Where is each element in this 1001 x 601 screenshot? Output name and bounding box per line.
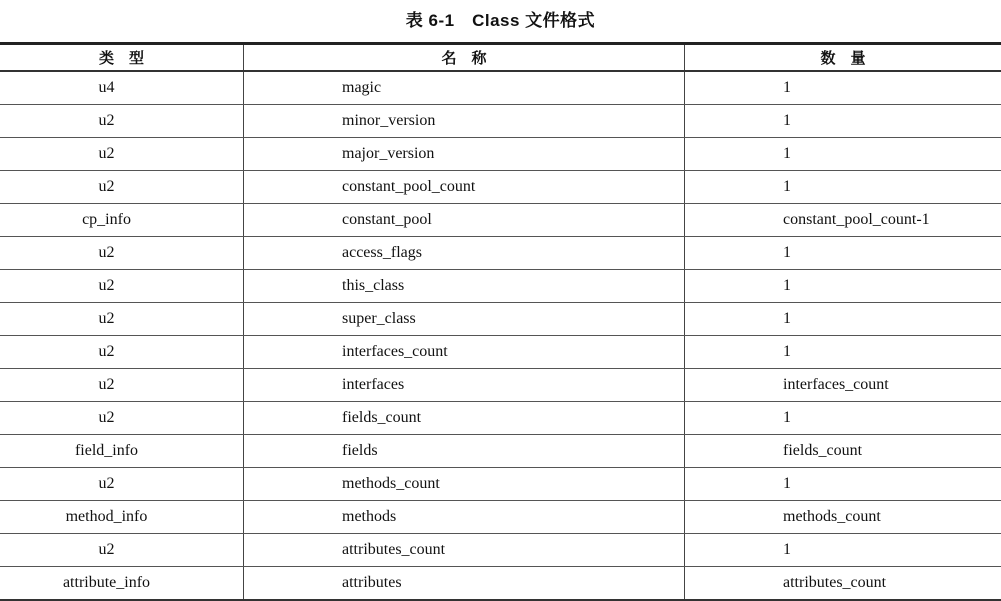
name-cell: methods_count	[244, 468, 685, 501]
name-cell: constant_pool_count	[244, 171, 685, 204]
table-row	[0, 105, 1001, 138]
name-cell: constant_pool	[244, 204, 685, 237]
name-cell: access_flags	[244, 237, 685, 270]
table-row	[0, 435, 1001, 468]
count-cell: 1	[685, 237, 1001, 270]
table-row	[0, 567, 1001, 601]
header-count: 数 量	[685, 44, 1001, 72]
count-cell: fields_count	[685, 435, 1001, 468]
type-cell: u2	[0, 270, 244, 303]
type-cell: u2	[0, 303, 244, 336]
name-cell: attributes	[244, 567, 685, 601]
name-cell: this_class	[244, 270, 685, 303]
table-row	[0, 303, 1001, 336]
name-cell: super_class	[244, 303, 685, 336]
table-row	[0, 237, 1001, 270]
name-cell: methods	[244, 501, 685, 534]
table-row	[0, 468, 1001, 501]
name-cell: fields_count	[244, 402, 685, 435]
name-cell: magic	[244, 71, 685, 105]
count-cell: 1	[685, 71, 1001, 105]
type-cell: method_info	[0, 501, 244, 534]
table-row	[0, 369, 1001, 402]
count-cell: attributes_count	[685, 567, 1001, 601]
table-row	[0, 204, 1001, 237]
table-row	[0, 270, 1001, 303]
count-cell: 1	[685, 336, 1001, 369]
table-header-row	[0, 44, 1001, 72]
table-row	[0, 71, 1001, 105]
type-cell: u2	[0, 369, 244, 402]
count-cell: 1	[685, 534, 1001, 567]
type-cell: u2	[0, 468, 244, 501]
name-cell: major_version	[244, 138, 685, 171]
count-cell: 1	[685, 303, 1001, 336]
name-cell: interfaces_count	[244, 336, 685, 369]
count-cell: 1	[685, 138, 1001, 171]
table-row	[0, 402, 1001, 435]
count-cell: interfaces_count	[685, 369, 1001, 402]
name-cell: attributes_count	[244, 534, 685, 567]
count-cell: 1	[685, 171, 1001, 204]
type-cell: u2	[0, 534, 244, 567]
name-cell: minor_version	[244, 105, 685, 138]
count-cell: methods_count	[685, 501, 1001, 534]
count-cell: 1	[685, 468, 1001, 501]
type-cell: u2	[0, 171, 244, 204]
count-cell: 1	[685, 270, 1001, 303]
table-row	[0, 501, 1001, 534]
name-cell: interfaces	[244, 369, 685, 402]
table-caption: 表 6-1 Class 文件格式	[0, 6, 1001, 31]
type-cell: field_info	[0, 435, 244, 468]
table-row	[0, 336, 1001, 369]
class-file-format-table	[0, 42, 1001, 601]
type-cell: u4	[0, 71, 244, 105]
table-row	[0, 534, 1001, 567]
type-cell: u2	[0, 402, 244, 435]
type-cell: attribute_info	[0, 567, 244, 601]
type-cell: u2	[0, 336, 244, 369]
type-cell: cp_info	[0, 204, 244, 237]
count-cell: 1	[685, 105, 1001, 138]
count-cell: constant_pool_count-1	[685, 204, 1001, 237]
type-cell: u2	[0, 237, 244, 270]
type-cell: u2	[0, 105, 244, 138]
header-type: 类 型	[0, 44, 244, 72]
table-row	[0, 138, 1001, 171]
type-cell: u2	[0, 138, 244, 171]
header-name: 名 称	[244, 44, 685, 72]
table-row	[0, 171, 1001, 204]
name-cell: fields	[244, 435, 685, 468]
count-cell: 1	[685, 402, 1001, 435]
